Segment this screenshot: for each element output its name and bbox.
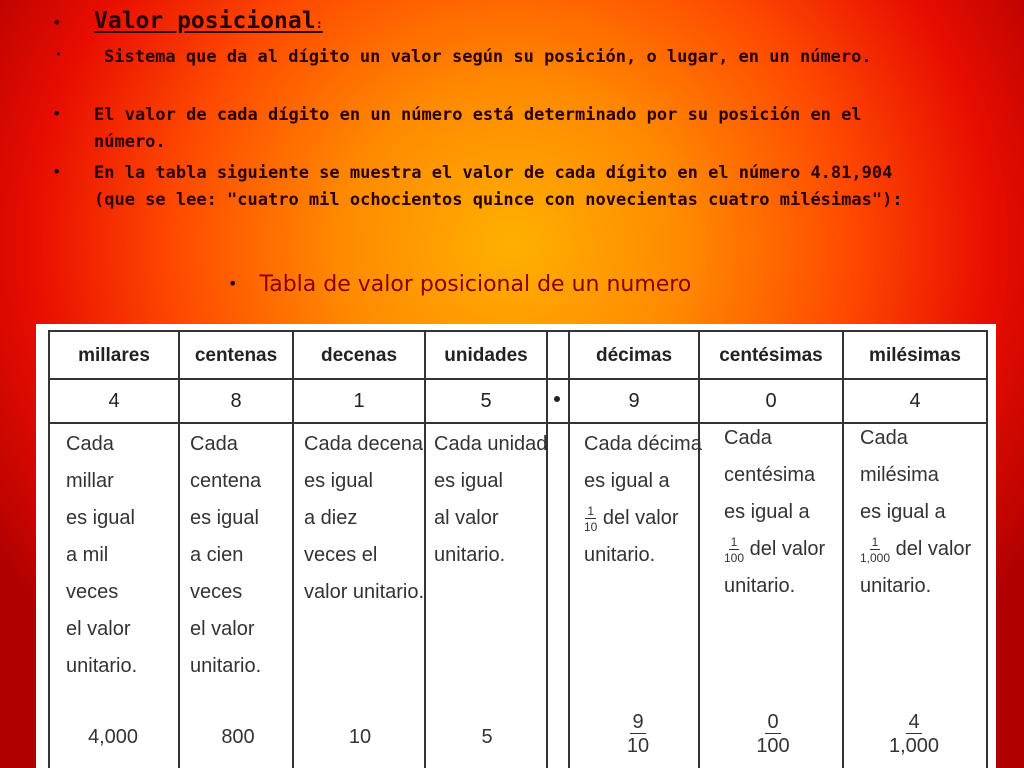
- desc-line: Cada: [724, 427, 772, 449]
- decimal-point-cell: [546, 380, 568, 422]
- header-centenas: centenas: [178, 332, 292, 380]
- title-colon: :: [315, 17, 323, 31]
- desc-milesimas: [860, 420, 971, 605]
- desc-line: Cada: [860, 427, 908, 449]
- column-divider: [292, 420, 294, 768]
- slide-title: [94, 8, 323, 34]
- place-value-table-figure: [36, 324, 996, 768]
- header-milesimas: milésimas: [842, 332, 988, 380]
- bullet-dot: •: [55, 48, 62, 61]
- desc-line: al valor: [434, 507, 499, 529]
- desc-line: es igual: [66, 507, 135, 529]
- desc-line: Cada décima: [584, 433, 702, 455]
- table-header-row: [48, 330, 988, 380]
- bullet-dot: •: [228, 274, 238, 293]
- desc-line: Cada decena: [304, 433, 423, 455]
- desc-line: unitario.: [434, 544, 506, 566]
- desc-line-fraction: [724, 531, 825, 568]
- value-unidades: 5: [481, 726, 493, 748]
- desc-line: unitario.: [66, 655, 138, 677]
- desc-decimas: [584, 426, 702, 574]
- desc-line: es igual: [434, 470, 503, 492]
- desc-line: Cada unidad: [434, 433, 548, 455]
- desc-line: centena: [190, 470, 262, 492]
- header-decimas: décimas: [568, 332, 698, 380]
- desc-fragment: del valor: [749, 538, 826, 560]
- column-divider: [986, 420, 988, 768]
- value-decimas: [608, 712, 668, 756]
- column-divider: [842, 420, 844, 768]
- digit-decimas: 9: [568, 380, 698, 422]
- bullet-text: El valor de cada dígito en un número está determinado por su posición en el número.: [94, 105, 862, 152]
- desc-line: unitario.: [190, 655, 262, 677]
- desc-line: millar: [66, 470, 114, 492]
- digit-milesimas: 4: [842, 380, 988, 422]
- desc-line-fraction: [860, 531, 971, 568]
- value-decenas: 10: [348, 726, 372, 748]
- denominator: 1,000: [888, 735, 940, 757]
- column-divider: [48, 420, 50, 768]
- title-label: Valor posicional: [94, 8, 316, 34]
- desc-millares: [66, 426, 137, 685]
- desc-line: valor unitario.: [304, 581, 425, 603]
- table-description-row: [48, 420, 988, 768]
- numerator: 4: [908, 711, 920, 733]
- column-divider: [178, 420, 180, 768]
- digit-centesimas: 0: [698, 380, 842, 422]
- desc-line: es igual a: [584, 470, 670, 492]
- column-divider: [424, 420, 426, 768]
- bullet-dot: •: [52, 162, 62, 181]
- desc-line: es igual: [190, 507, 259, 529]
- place-value-table: [48, 330, 988, 768]
- bullet-text: En la tabla siguiente se muestra el valor de cada dígito en el número 4.81,904 (que se lee: "cuatro mil ochocientos quince con novecientas cuatro milésimas"):: [94, 163, 903, 210]
- desc-line: el valor: [190, 618, 255, 640]
- fraction: [889, 712, 939, 756]
- desc-line: a diez: [304, 507, 358, 529]
- value-milesimas: [874, 712, 954, 756]
- numerator: 1: [587, 503, 595, 518]
- fraction: [724, 536, 744, 564]
- denominator: 100: [756, 735, 790, 757]
- numerator: 1: [871, 534, 879, 549]
- denominator: 100: [724, 550, 745, 565]
- decimal-point: [554, 396, 560, 402]
- desc-centesimas: [724, 420, 825, 605]
- bullet-dot: •: [52, 104, 62, 123]
- denominator: 10: [626, 735, 650, 757]
- fraction: [627, 712, 649, 756]
- fraction: [860, 536, 890, 564]
- desc-decenas: [304, 426, 424, 611]
- digit-centenas: 8: [178, 380, 292, 422]
- desc-fragment: del valor: [895, 538, 972, 560]
- desc-line: a cien: [190, 544, 244, 566]
- desc-line: veces: [190, 581, 243, 603]
- desc-centenas: [190, 426, 261, 685]
- desc-line: veces el: [304, 544, 378, 566]
- table-subtitle: [228, 272, 828, 297]
- desc-line: unitario.: [584, 544, 656, 566]
- desc-line: es igual a: [860, 501, 946, 523]
- bullet-dot: •: [52, 13, 62, 32]
- desc-line: es igual: [304, 470, 373, 492]
- value-centesimas: [738, 712, 808, 756]
- numerator: 1: [730, 534, 738, 549]
- column-divider: [568, 420, 570, 768]
- value-centenas: 800: [221, 726, 255, 748]
- decimal-separator-column: [546, 332, 568, 380]
- header-centesimas: centésimas: [698, 332, 842, 380]
- desc-line: veces: [66, 581, 119, 603]
- fraction: [756, 712, 789, 756]
- desc-line: es igual a: [724, 501, 810, 523]
- desc-line: Cada: [190, 433, 238, 455]
- numerator: 0: [767, 711, 779, 733]
- denominator: 1,000: [860, 550, 891, 565]
- desc-line: unitario.: [860, 575, 932, 597]
- desc-line: centésima: [724, 464, 816, 486]
- digit-unidades: 5: [424, 380, 546, 422]
- digit-decenas: 1: [292, 380, 424, 422]
- desc-line-fraction: [584, 500, 702, 537]
- bullet-text: Sistema que da al dígito un valor según su posición, o lugar, en un número.: [104, 47, 872, 67]
- desc-fragment: del valor: [602, 507, 679, 529]
- desc-line: unitario.: [724, 575, 796, 597]
- desc-line: a mil: [66, 544, 109, 566]
- header-decenas: decenas: [292, 332, 424, 380]
- desc-line: el valor: [66, 618, 131, 640]
- header-millares: millares: [48, 332, 178, 380]
- table-digit-row: [48, 378, 988, 424]
- numerator: 9: [632, 711, 644, 733]
- value-millares: 4,000: [87, 726, 139, 748]
- desc-unidades: [434, 426, 547, 574]
- header-unidades: unidades: [424, 332, 546, 380]
- fraction: [584, 505, 597, 533]
- desc-line: milésima: [860, 464, 939, 486]
- digit-millares: 4: [48, 380, 178, 422]
- subtitle-label: Tabla de valor posicional de un numero: [259, 272, 692, 297]
- denominator: 10: [584, 519, 598, 534]
- desc-line: Cada: [66, 433, 114, 455]
